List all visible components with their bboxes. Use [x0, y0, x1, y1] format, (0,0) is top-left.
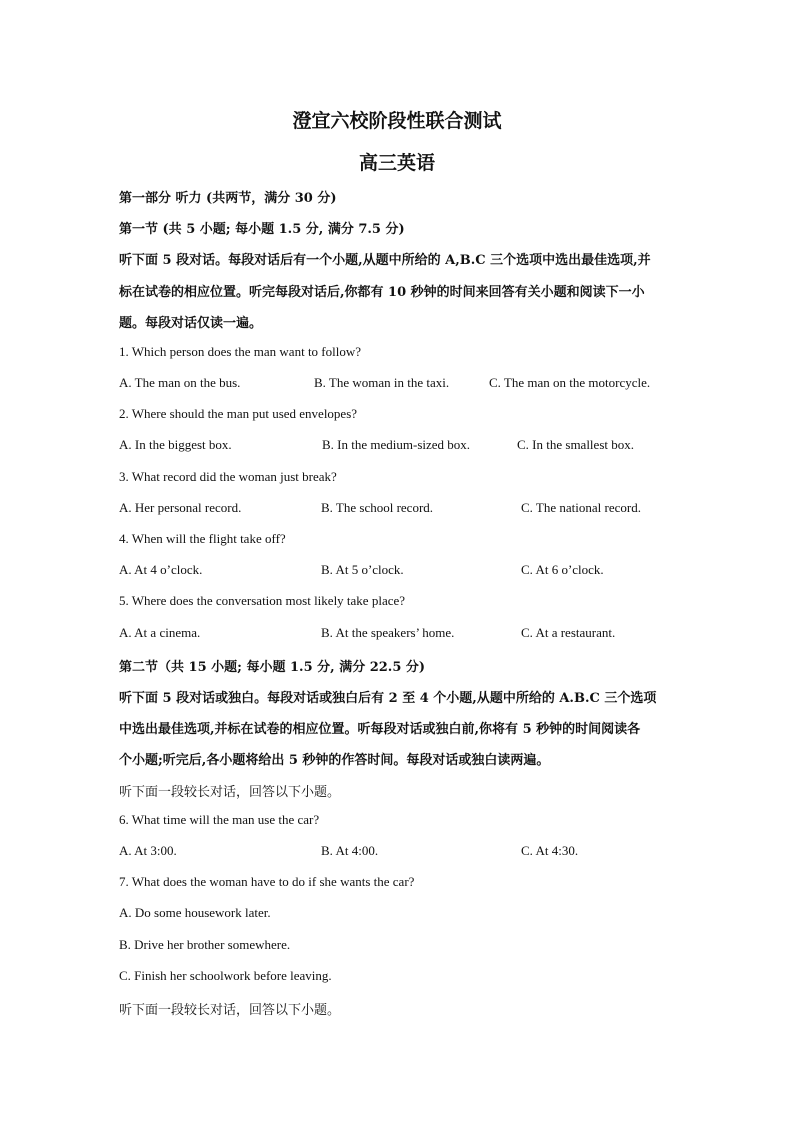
exam-subtitle: 高三英语: [358, 152, 435, 174]
question-3: 3. What record did the woman just break?: [119, 469, 337, 484]
question-1: 1. Which person does the man want to follow?: [119, 344, 362, 359]
q4-option-a: A. At 4 o’clock.: [119, 562, 203, 577]
listen-prompt: 听下面一段较长对话，回答以下小题。: [119, 1003, 341, 1018]
q2-option-c: C. In the smallest box.: [517, 437, 634, 452]
q3-option-c: C. The national record.: [521, 500, 641, 515]
section1-heading: 第一节 (共 5 小题; 每小题 1.5 分, 满分 7.5 分): [119, 222, 405, 237]
question-5: 5. Where does the conversation most likely take place?: [119, 593, 406, 608]
section1-instruction-line: 题。每段对话仅读一遍。: [119, 316, 263, 331]
question-6: 6. What time will the man use the car?: [119, 812, 320, 827]
q1-option-b: B. The woman in the taxi.: [314, 375, 450, 390]
q5-option-a: A. At a cinema.: [119, 625, 201, 640]
section2-heading: 第二节（共 15 小题; 每小题 1.5 分, 满分 22.5 分): [119, 660, 426, 675]
q6-option-c: C. At 4:30.: [521, 843, 579, 858]
q6-option-b: B. At 4:00.: [321, 843, 379, 858]
q4-option-b: B. At 5 o’clock.: [321, 562, 404, 577]
q5-option-c: C. At a restaurant.: [521, 625, 616, 640]
q7-option-c: C. Finish her schoolwork before leaving.: [119, 968, 332, 983]
q6-option-a: A. At 3:00.: [119, 843, 177, 858]
question-2: 2. Where should the man put used envelopes?: [119, 406, 358, 421]
section2-instruction-line: 个小题;听完后,各小题将给出 5 秒钟的作答时间。每段对话或独白读两遍。: [119, 753, 550, 768]
q3-option-a: A. Her personal record.: [119, 500, 242, 515]
question-4: 4. When will the flight take off?: [119, 531, 286, 546]
section2-instruction-line: 听下面 5 段对话或独白。每段对话或独白后有 2 至 4 个小题,从题中所给的 A.B.C 三个选项: [119, 691, 657, 706]
q1-option-c: C. The man on the motorcycle.: [489, 375, 651, 390]
q3-option-b: B. The school record.: [321, 500, 434, 515]
q2-option-a: A. In the biggest box.: [119, 437, 232, 452]
q7-option-b: B. Drive her brother somewhere.: [119, 937, 291, 952]
exam-title: 澄宜六校阶段性联合测试: [292, 110, 502, 132]
section1-instruction-line: 听下面 5 段对话。每段对话后有一个小题,从题中所给的 A,B.C 三个选项中选出最佳选项,并: [119, 253, 651, 268]
section2-instruction-line: 中选出最佳选项,并标在试卷的相应位置。听每段对话或独白前,你将有 5 秒钟的时间阅读各: [119, 722, 641, 737]
section1-instruction-line: 标在试卷的相应位置。听完每段对话后,你都有 10 秒钟的时间来回答有关小题和阅读下一小: [119, 285, 645, 300]
part1-heading: 第一部分 听力 (共两节，满分 30 分): [119, 191, 337, 206]
listen-prompt: 听下面一段较长对话，回答以下小题。: [119, 785, 341, 800]
q4-option-c: C. At 6 o’clock.: [521, 562, 604, 577]
q1-option-a: A. The man on the bus.: [119, 375, 241, 390]
q7-option-a: A. Do some housework later.: [119, 905, 271, 920]
question-7: 7. What does the woman have to do if she wants the car?: [119, 874, 415, 889]
q2-option-b: B. In the medium-sized box.: [322, 437, 471, 452]
q5-option-b: B. At the speakers’ home.: [321, 625, 455, 640]
